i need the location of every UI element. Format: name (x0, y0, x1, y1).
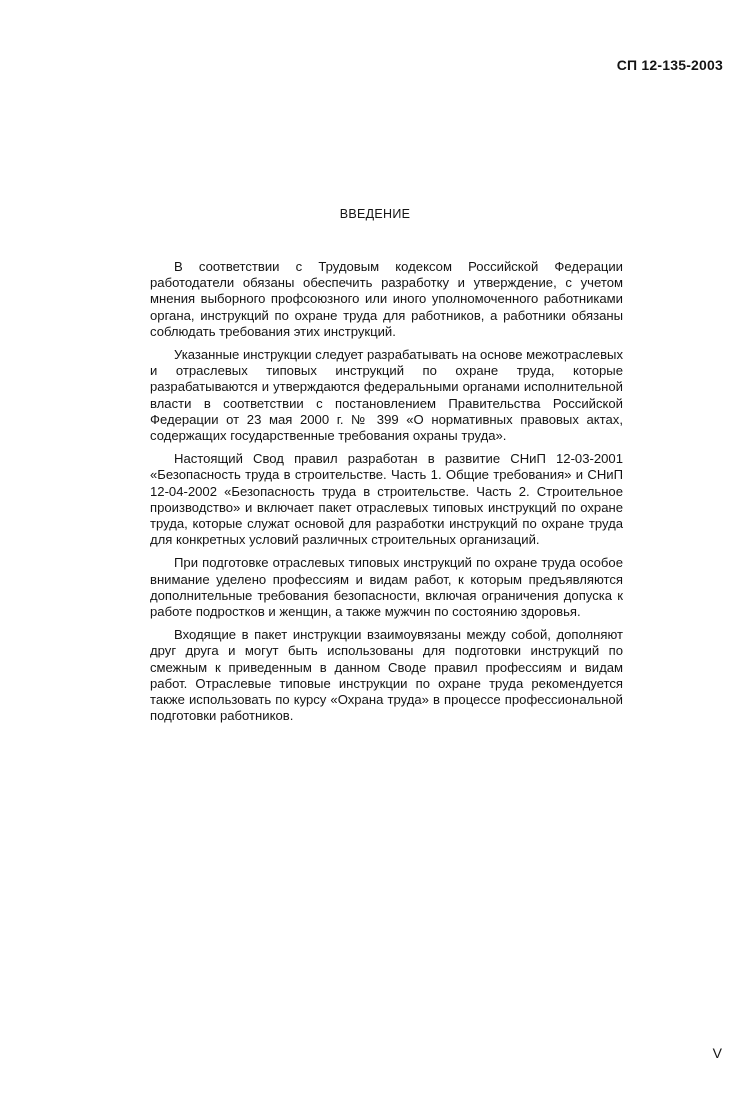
section-title: ВВЕДЕНИЕ (339, 207, 411, 221)
paragraph: Указанные инструкции следует разрабатывать на основе межотраслевых и отраслевых типовых инструкций по охране труда, которые разрабатываются и утверждаются федеральными органами исполнительной власти в соответствии с постановлением Правительства Российской Федерации от 23 мая 2000 г. № 399 «О нормативных правовых актах, содержащих государственные требования охраны труда». (150, 347, 623, 444)
page-number: V (712, 1045, 722, 1061)
body-text (150, 259, 623, 731)
paragraph: При подготовке отраслевых типовых инструкций по охране труда особое внимание уделено профессиям и видам работ, к которым предъявляются дополнительные требования безопасности, включая ограничения допуска к работе подростков и женщин, а также мужчин по состоянию здоровья. (150, 555, 623, 620)
paragraph: В соответствии с Трудовым кодексом Российской Федерации работодатели обязаны обеспечить разработку и утверждение, с учетом мнения выборного профсоюзного или иного уполномоченного работниками органа, инструкций по охране труда для работников, а работники обязаны соблюдать требования этих инструкций. (150, 259, 623, 339)
paragraph: Настоящий Свод правил разработан в развитие СНиП 12-03-2001 «Безопасность труда в строительстве. Часть 1. Общие требования» и СНиП 12-04-2002 «Безопасность труда в строительстве. Часть 2. Строительное производство» и включает пакет отраслевых типовых инструкций по охране труда, которые служат основой для разработки инструкций по охране труда для конкретных условий различных строительных организаций. (150, 451, 623, 548)
paragraph: Входящие в пакет инструкции взаимоувязаны между собой, дополняют друг друга и могут быть использованы для подготовки инструкций по смежным к приведенным в данном Своде правил профессиям и видам работ. Отраслевые типовые инструкции по охране труда рекомендуется также использовать по курсу «Охрана труда» в процессе профессиональной подготовки работников. (150, 627, 623, 724)
document-code: СП 12-135-2003 (616, 57, 723, 73)
